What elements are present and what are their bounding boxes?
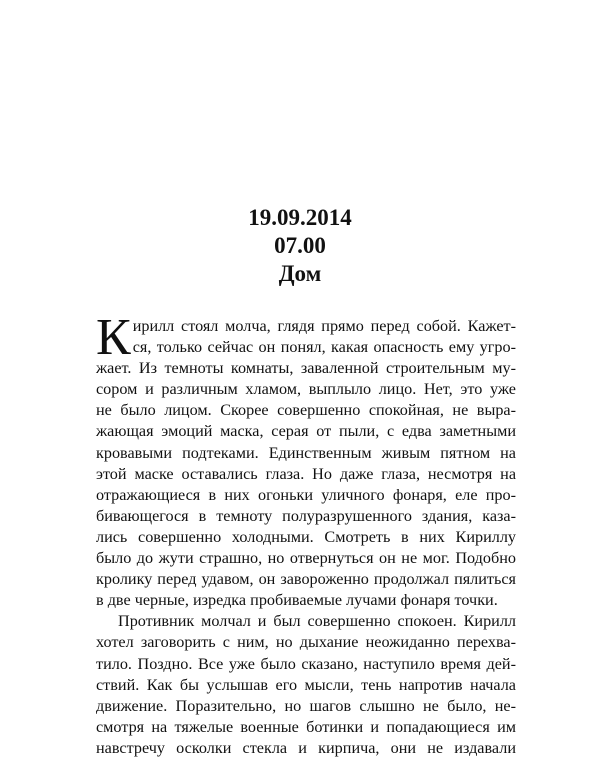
text-line: тило. Поздно. Все уже было сказано, наступило время дей-	[96, 654, 516, 673]
text-line: бивающегося в темноту полуразрушенного здания, каза-	[96, 506, 516, 525]
text-line: лись совершенно холодными. Смотреть в них Кириллу	[96, 527, 516, 546]
body-text	[96, 309, 516, 759]
chapter-date: 19.09.2014	[248, 205, 352, 230]
text-line: этой маске оставались глаза. Но даже глаза, несмотря на	[96, 464, 516, 483]
text-line: в две черные, изредка пробиваемые лучами фонаря точки.	[96, 591, 498, 610]
text-line: кролику перед удавом, он завороженно продолжал пялиться	[96, 570, 516, 589]
text-line: движение. Поразительно, но шагов слышно не было, не-	[96, 696, 516, 715]
text-line: жающая эмоций маска, серая от пыли, с едва заметными	[96, 422, 516, 441]
text-line: хотел заговорить с ним, но дыхание неожиданно перехва-	[96, 633, 516, 652]
text-line: ствий. Как бы услышав его мысли, тень напротив начала	[96, 675, 516, 694]
text-line: сором и различным хламом, выплыло лицо. Нет, это уже	[96, 380, 516, 399]
text-line: ся, только сейчас он понял, какая опасность ему угро-	[132, 338, 516, 357]
text-line: кровавыми подтеками. Единственным живым пятном на	[96, 443, 516, 462]
text-line: ирилл стоял молча, глядя прямо перед собой. Кажет-	[132, 317, 516, 335]
text-line: навстречу осколки стекла и кирпича, они не издавали	[96, 738, 516, 757]
paragraph-2	[96, 611, 516, 759]
text-line: не было лицом. Скорее совершенно спокойная, не выра-	[96, 401, 516, 420]
chapter-time: 07.00	[274, 233, 326, 258]
chapter-place: Дом	[278, 261, 322, 286]
text-line: Противник молчал и был совершенно спокоен. Кирилл	[118, 612, 516, 631]
text-line: жает. Из темноты комнаты, заваленной строительным му-	[96, 359, 516, 378]
text-line: смотря на тяжелые военные ботинки и попадающиеся им	[96, 717, 516, 736]
drop-cap-letter: К	[96, 309, 131, 366]
paragraph-1	[96, 309, 516, 611]
text-line: было до жути страшно, но отвернуться он не мог. Подобно	[96, 549, 516, 568]
chapter-heading	[0, 204, 600, 288]
text-line: отражающиеся в них огоньки уличного фонаря, еле про-	[96, 485, 516, 504]
